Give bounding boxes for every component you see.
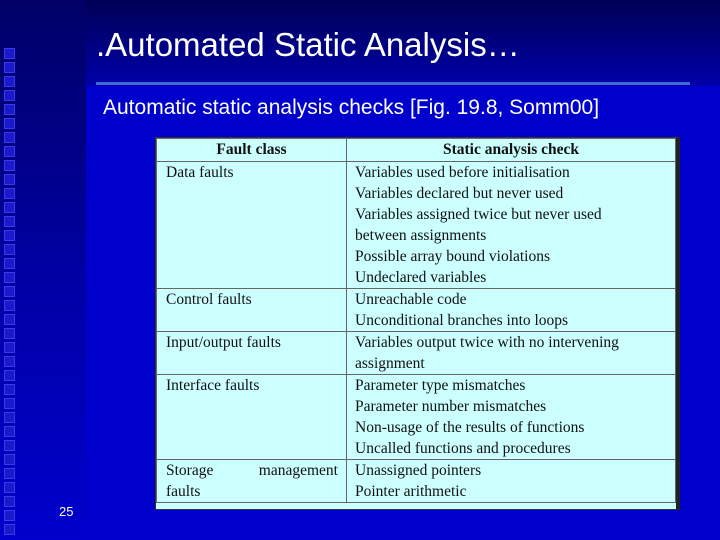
check-item: Variables declared but never used <box>355 185 564 202</box>
check-item: Undeclared variables <box>355 269 487 286</box>
left-decorative-strip <box>0 0 86 540</box>
title-underline <box>96 82 690 85</box>
check-item: Variables output twice with no intervening <box>355 334 619 351</box>
table-row <box>157 375 676 460</box>
table-row <box>157 289 676 332</box>
decorative-square-column <box>4 48 22 538</box>
table-row <box>157 162 676 289</box>
header-static-analysis-check: Static analysis check <box>347 139 676 162</box>
checks-cell <box>347 375 676 460</box>
fault-class-cell: Control faults <box>157 289 347 332</box>
check-item: Unreachable code <box>355 291 467 308</box>
fault-class-table <box>156 138 676 503</box>
page-number: 25 <box>59 504 74 519</box>
check-item: Uncalled functions and procedures <box>355 440 571 457</box>
figure-table-image <box>155 137 680 510</box>
check-item: Unconditional branches into loops <box>355 312 569 329</box>
slide-title: .Automated Static Analysis… <box>96 26 520 63</box>
storage-fault-line <box>166 460 338 481</box>
check-item: between assignments <box>355 227 487 244</box>
check-item: Pointer arithmetic <box>355 483 467 500</box>
fault-word: management <box>258 462 338 479</box>
checks-cell <box>347 289 676 332</box>
checks-cell <box>347 332 676 375</box>
checks-cell <box>347 460 676 503</box>
fault-class-cell: Interface faults <box>157 375 347 460</box>
check-item: Variables assigned twice but never used <box>355 206 602 223</box>
check-item: Variables used before initialisation <box>355 164 570 181</box>
check-item: Non-usage of the results of functions <box>355 419 585 436</box>
header-fault-class: Fault class <box>157 139 347 162</box>
fault-word: faults <box>166 483 201 500</box>
fault-word: Storage <box>166 462 214 479</box>
check-item: Unassigned pointers <box>355 462 482 479</box>
fault-class-cell: Data faults <box>157 162 347 289</box>
check-item: Parameter number mismatches <box>355 398 547 415</box>
table-header-row <box>157 139 676 162</box>
table-row <box>157 332 676 375</box>
table-row <box>157 460 676 503</box>
check-item: assignment <box>355 355 425 372</box>
check-item: Parameter type mismatches <box>355 377 526 394</box>
check-item: Possible array bound violations <box>355 248 551 265</box>
fault-class-cell: Input/output faults <box>157 332 347 375</box>
fault-class-cell <box>157 460 347 503</box>
checks-cell <box>347 162 676 289</box>
slide-subtitle: Automatic static analysis checks [Fig. 19.8, Somm00] <box>103 96 600 119</box>
